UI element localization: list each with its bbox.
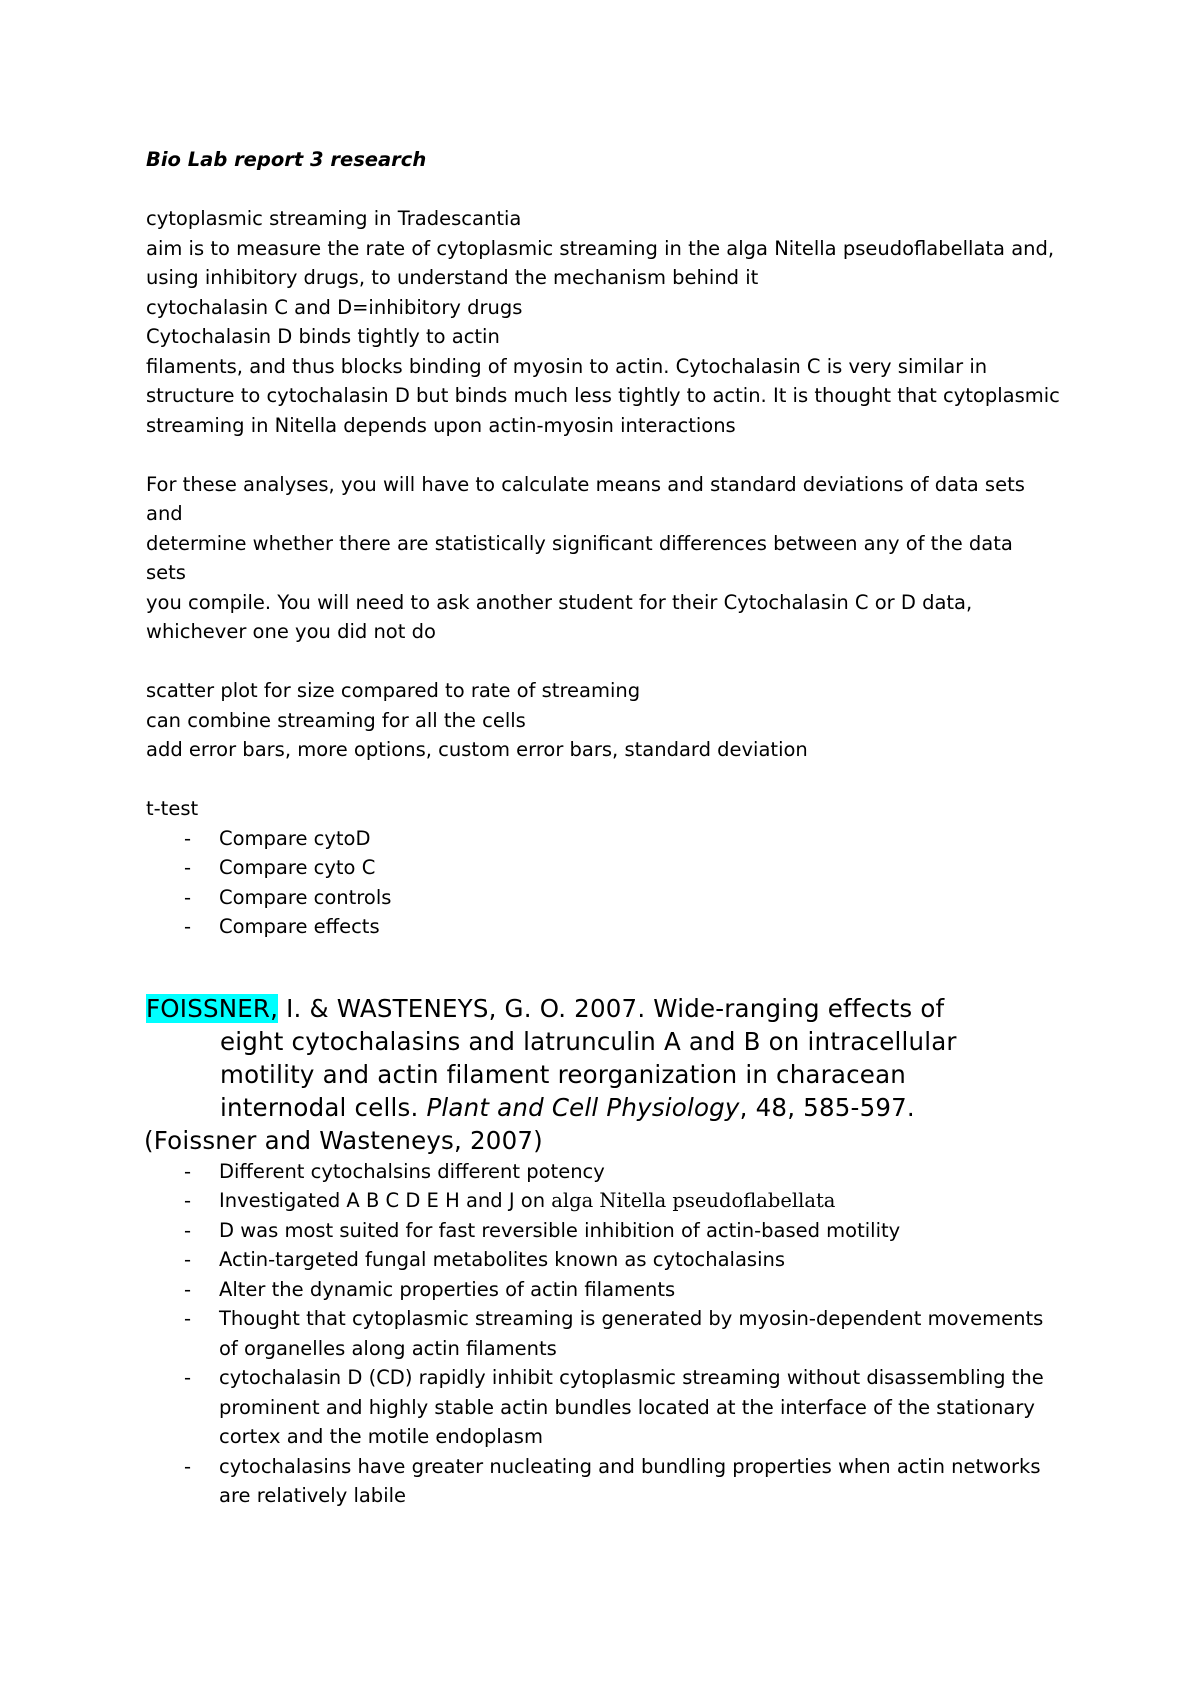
- text-line: determine whether there are statistically significant differences between any of the data: [146, 531, 1013, 555]
- citation-line: eight cytochalasins and latrunculin A and B on intracellular: [220, 1026, 957, 1056]
- dash-bullet: -: [184, 915, 192, 938]
- list-item-text: Investigated A B C D E H and J on: [219, 1189, 552, 1212]
- list-item-text: [219, 1186, 1066, 1216]
- highlighted-author: FOISSNER,: [146, 993, 279, 1023]
- citation-text: , 48, 585-597.: [739, 1092, 915, 1122]
- dash-bullet: -: [184, 856, 192, 879]
- list-item: [146, 824, 1066, 854]
- list-item-text: prominent and highly stable actin bundles located at the interface of the stationary: [219, 1395, 1035, 1419]
- list-item-text: Different cytochalsins different potency: [219, 1159, 605, 1183]
- citation-text: I. & WASTENEYS, G. O. 2007. Wide-ranging effects of: [278, 993, 945, 1023]
- list-item: [146, 1363, 1066, 1452]
- spacer: [146, 440, 1066, 470]
- ttest-list: [146, 824, 1066, 942]
- dash-bullet: -: [184, 1277, 192, 1301]
- reference-citation: [146, 992, 1066, 1157]
- journal-name: Plant and Cell Physiology: [426, 1092, 740, 1122]
- text-line: Cytochalasin D binds tightly to actin: [146, 325, 500, 348]
- text-line: streaming in Nitella depends upon actin-myosin interactions: [146, 413, 736, 437]
- text-line: For these analyses, you will have to calculate means and standard deviations of data sets: [146, 472, 1025, 496]
- citation-line: [146, 992, 1066, 1025]
- list-item-text: Compare cytoD: [219, 826, 371, 850]
- spacer: [146, 175, 1066, 205]
- list-item: [146, 883, 1066, 913]
- text-line: can combine streaming for all the cells: [146, 708, 526, 732]
- spacer: [146, 765, 1066, 795]
- ttest-heading: t-test: [146, 797, 199, 820]
- list-item-text: Actin-targeted fungal metabolites known as cytochalasins: [219, 1248, 786, 1271]
- list-item-text: cortex and the motile endoplasm: [219, 1425, 543, 1448]
- list-item-text: D was most suited for fast reversible inhibition of actin-based motility: [219, 1218, 901, 1242]
- list-item: [146, 1157, 1066, 1187]
- list-item-text: are relatively labile: [219, 1484, 407, 1507]
- list-item-text: Thought that cytoplasmic streaming is generated by myosin-dependent movements: [219, 1307, 1044, 1330]
- dash-bullet: -: [184, 885, 192, 909]
- citation-text: internodal cells.: [220, 1092, 427, 1122]
- dash-bullet: -: [184, 1248, 192, 1271]
- dash-bullet: -: [184, 1189, 192, 1212]
- list-item: [146, 1245, 1066, 1275]
- analysis-paragraph: [146, 470, 1066, 647]
- list-item-text: Compare controls: [219, 885, 392, 909]
- list-item-text: Alter the dynamic properties of actin filaments: [219, 1277, 676, 1301]
- dash-bullet: -: [184, 1218, 192, 1242]
- list-item-text: Compare effects: [219, 915, 380, 938]
- text-line: you compile. You will need to ask another student for their Cytochalasin C or D data,: [146, 590, 973, 614]
- list-item-text: cytochalasin D (CD) rapidly inhibit cytoplasmic streaming without disassembling the: [219, 1366, 1044, 1389]
- citation-line: [146, 1091, 1066, 1124]
- short-citation: (Foissner and Wasteneys, 2007): [144, 1125, 543, 1155]
- citation-line: motility and actin filament reorganization in characean: [220, 1059, 907, 1089]
- text-line: structure to cytochalasin D but binds much less tightly to actin. It is thought that cytoplasmic: [146, 384, 1060, 407]
- list-item-text: Compare cyto C: [219, 856, 376, 879]
- text-line: cytochalasin C and D=inhibitory drugs: [146, 295, 523, 319]
- text-line: cytoplasmic streaming in Tradescantia: [146, 207, 522, 230]
- dash-bullet: -: [184, 826, 192, 850]
- species-name: alga Nitella pseudoflabellata: [551, 1189, 836, 1212]
- list-item: [146, 912, 1066, 942]
- text-line: using inhibitory drugs, to understand the mechanism behind it: [146, 266, 759, 289]
- plot-paragraph: [146, 676, 1066, 765]
- document-title: Bio Lab report 3 research: [146, 148, 427, 171]
- text-line: filaments, and thus blocks binding of myosin to actin. Cytochalasin C is very similar in: [146, 354, 988, 378]
- list-item-text: of organelles along actin filaments: [219, 1336, 557, 1360]
- dash-bullet: -: [184, 1159, 192, 1183]
- list-item: [146, 1216, 1066, 1246]
- list-item-text: cytochalasins have greater nucleating and bundling properties when actin networks: [219, 1454, 1041, 1478]
- text-line: scatter plot for size compared to rate of streaming: [146, 679, 641, 702]
- dash-bullet: -: [184, 1454, 192, 1478]
- text-line: whichever one you did not do: [146, 620, 436, 643]
- text-line: add error bars, more options, custom error bars, standard deviation: [146, 738, 808, 761]
- list-item: [146, 1186, 1066, 1216]
- text-line: and: [146, 502, 183, 525]
- list-item: [146, 1275, 1066, 1305]
- ttest-section: [146, 794, 1066, 942]
- text-line: sets: [146, 561, 186, 584]
- list-item: [146, 853, 1066, 883]
- document-page: [146, 145, 1066, 1511]
- notes-list: [146, 1157, 1066, 1511]
- list-item: [146, 1452, 1066, 1511]
- intro-paragraph: [146, 204, 1066, 440]
- text-line: aim is to measure the rate of cytoplasmic streaming in the alga Nitella pseudoflabellata and,: [146, 236, 1055, 260]
- list-item: [146, 1304, 1066, 1363]
- spacer: [146, 647, 1066, 677]
- dash-bullet: -: [184, 1366, 192, 1389]
- dash-bullet: -: [184, 1307, 192, 1330]
